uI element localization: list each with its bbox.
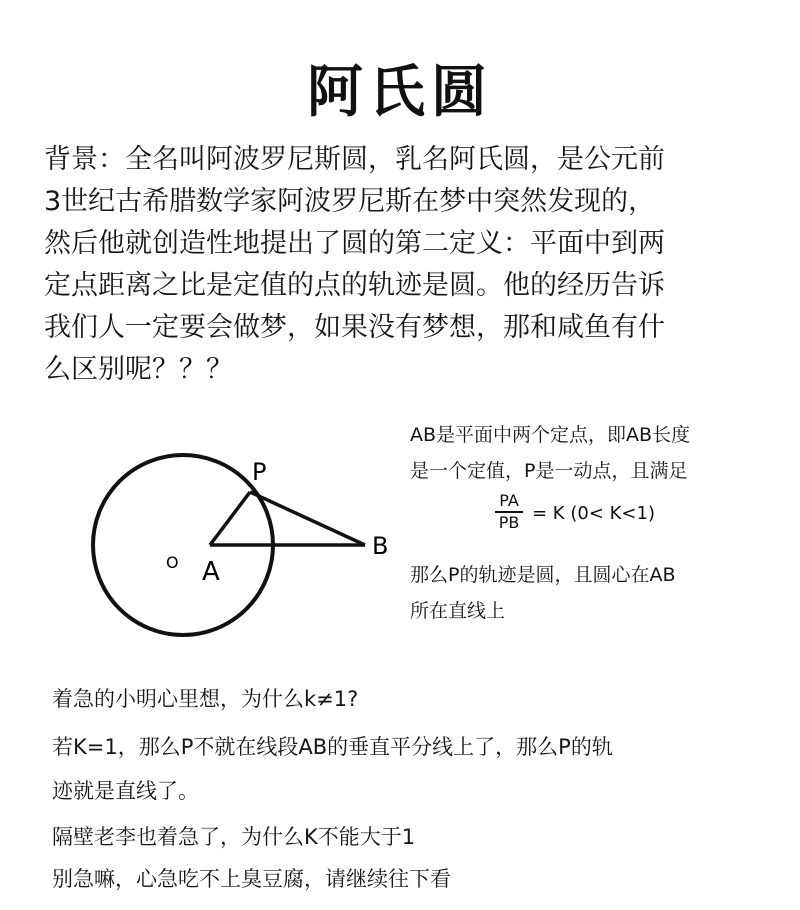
- note-line-1: AB是平面中两个定点，即AB长度: [410, 424, 691, 446]
- intro-line-1: 背景：全名叫阿波罗尼斯圆，乳名阿氏圆，是公元前: [44, 144, 665, 175]
- formula-denominator: PB: [498, 513, 520, 532]
- formula-numerator: PA: [499, 491, 519, 510]
- point-p-label: P: [252, 458, 267, 486]
- page-title: 阿氏圆: [307, 60, 493, 125]
- intro-line-4: 定点距离之比是定值的点的轨迹是圆。他的经历告诉: [44, 270, 665, 301]
- bottom-line-2: 若K=1，那么P不就在线段AB的垂直平分线上了，那么P的轨: [52, 735, 613, 759]
- intro-line-2: 3世纪古希腊数学家阿波罗尼斯在梦中突然发现的，: [44, 186, 656, 217]
- bottom-line-4: 隔壁老李也着急了，为什么K不能大于1: [52, 825, 416, 849]
- point-b-label: B: [372, 532, 389, 560]
- formula-condition: = K (0< K<1): [532, 503, 655, 524]
- bottom-line-1: 着急的小明心里想，为什么k≠1?: [52, 687, 359, 711]
- segment-pa: [210, 492, 250, 545]
- ratio-formula: [495, 492, 523, 532]
- note-line-4: 所在直线上: [410, 600, 506, 622]
- center-o-label: O: [166, 553, 179, 572]
- intro-line-6: 么区别呢？？？: [44, 354, 233, 385]
- intro-line-3: 然后他就创造性地提出了圆的第二定义：平面中到两: [44, 228, 665, 259]
- note-line-2: 是一个定值，P是一动点，且满足: [410, 460, 688, 482]
- bottom-line-3: 迹就是直线了。: [52, 779, 199, 803]
- intro-line-5: 我们人一定要会做梦，如果没有梦想，那和咸鱼有什: [44, 312, 665, 343]
- note-line-3: 那么P的轨迹是圆，且圆心在AB: [410, 564, 676, 586]
- bottom-line-5: 别急嘛，心急吃不上臭豆腐，请继续往下看: [52, 867, 451, 891]
- apollonius-circle-figure: [80, 440, 400, 650]
- point-a-label: A: [202, 557, 220, 587]
